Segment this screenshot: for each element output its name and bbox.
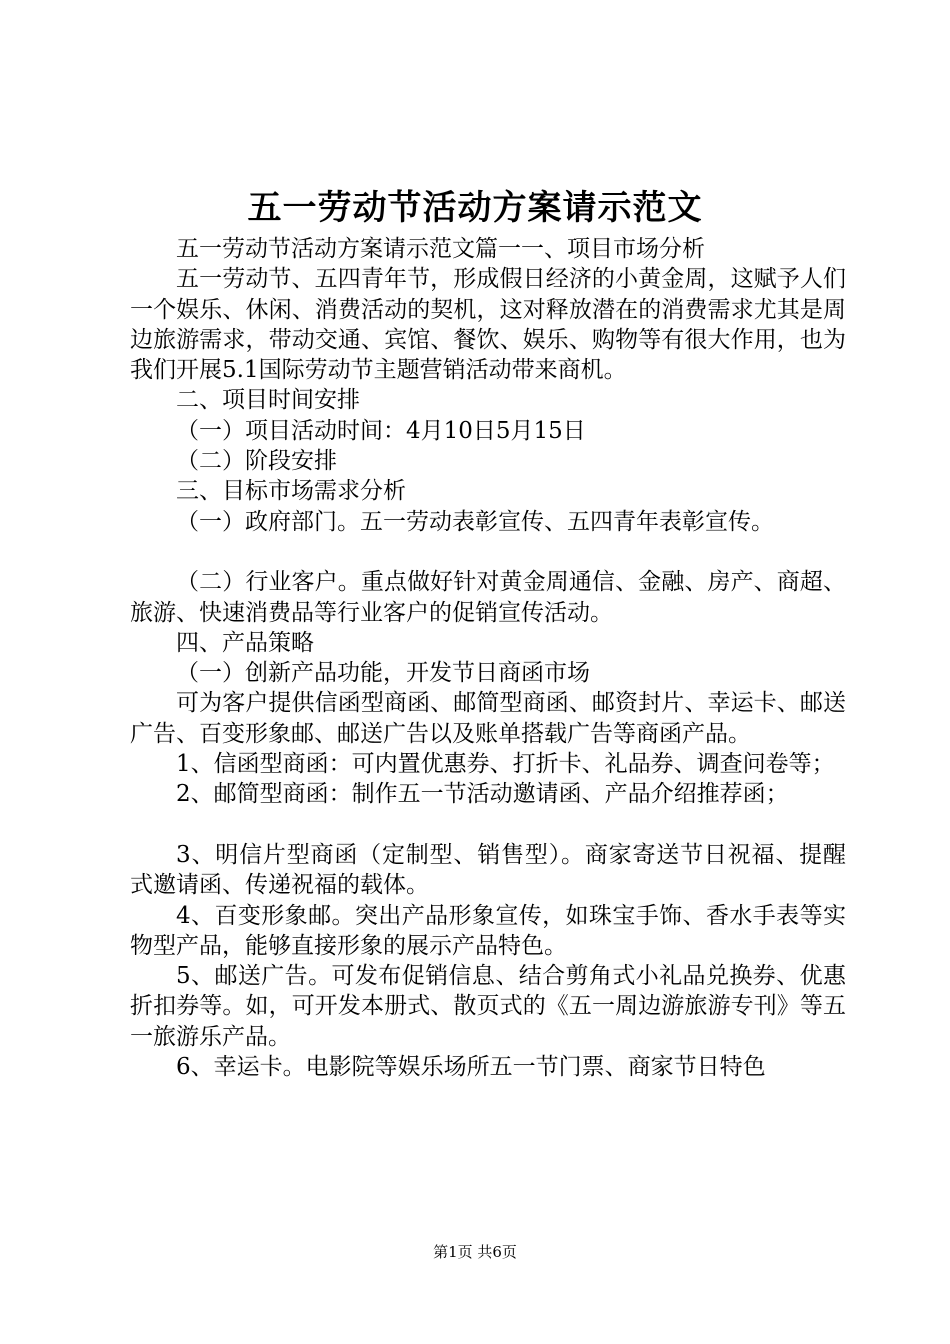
page-footer: 第1页 共6页 [433, 1243, 517, 1261]
list-item-mail-ads: 5、邮送广告。可发布促销信息、结合剪角式小礼品兑换券、优惠折扣券等。如，可开发本册式、散页式的《五一周边游旅游专刊》等五一旅游乐产品。 [130, 963, 846, 1050]
list-item-letter-mail: 1、信函型商函：可内置优惠券、打折卡、礼品券、调查问卷等； [176, 751, 835, 778]
paragraph-spacer [130, 537, 846, 567]
paragraph-industry-clients: （二）行业客户。重点做好针对黄金周通信、金融、房产、商超、旅游、快速消费品等行业客户的促销宣传活动。 [130, 569, 846, 626]
section-heading-target-market: 三、目标市场需求分析 [176, 478, 406, 505]
section-heading-schedule: 二、项目时间安排 [176, 387, 360, 414]
paragraph-intro-heading: 五一劳动节活动方案请示范文篇一一、项目市场分析 [176, 236, 705, 262]
list-item-lucky-card: 6、幸运卡。电影院等娱乐场所五一节门票、商家节日特色 [176, 1054, 766, 1081]
paragraph-spacer [130, 810, 846, 840]
document-body [130, 234, 846, 1082]
document-title: 五一劳动节活动方案请示范文 [247, 188, 703, 228]
paragraph-government: （一）政府部门。五一劳动表彰宣传、五四青年表彰宣传。 [176, 508, 774, 535]
paragraph-innovate-products: （一）创新产品功能，开发节日商函市场 [176, 660, 590, 687]
section-heading-product-strategy: 四、产品策略 [176, 629, 314, 656]
paragraph-activity-time: （一）项目活动时间：4月10日5月15日 [176, 417, 586, 444]
paragraph-market-analysis: 五一劳动节、五四青年节，形成假日经济的小黄金周，这赋予人们一个娱乐、休闲、消费活动的契机，这对释放潜在的消费需求尤其是周边旅游需求，带动交通、宾馆、餐饮、娱乐、购物等有很大作用，也为我们开展5.1国际劳动节主题营销活动带来商机。 [130, 266, 846, 384]
list-item-postal-letter: 2、邮简型商函：制作五一节活动邀请函、产品介绍推荐函； [176, 781, 789, 808]
list-item-image-mail: 4、百变形象邮。突出产品形象宣传，如珠宝手饰、香水手表等实物型产品，能够直接形象的展示产品特色。 [130, 902, 846, 959]
list-item-postcard: 3、明信片型商函（定制型、销售型）。商家寄送节日祝福、提醒式邀请函、传递祝福的载体。 [130, 841, 846, 899]
paragraph-stage-arrangement: （二）阶段安排 [176, 448, 337, 475]
paragraph-product-list: 可为客户提供信函型商函、邮简型商函、邮资封片、幸运卡、邮送广告、百变形象邮、邮送广告以及账单搭载广告等商函产品。 [130, 690, 846, 747]
